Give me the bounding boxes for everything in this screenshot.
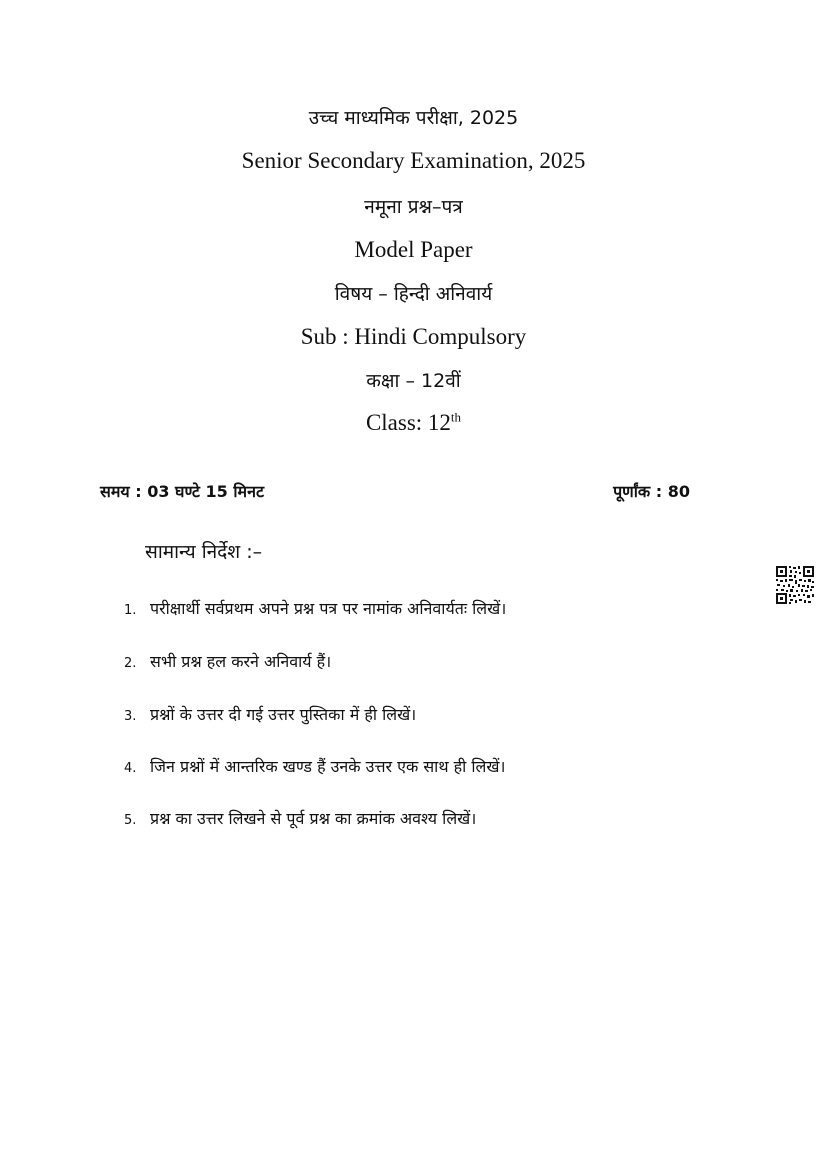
instruction-text: प्रश्नों के उत्तर दी गई उत्तर पुस्तिका में ही लिखें। (150, 705, 417, 724)
class-english-suffix: th (450, 409, 462, 425)
qr-code-icon (775, 565, 815, 605)
instruction-item (124, 597, 506, 619)
instruction-item (124, 650, 331, 672)
instructions-title: सामान्य निर्देश :– (145, 541, 263, 563)
subject-hindi: विषय – हिन्दी अनिवार्य (334, 283, 493, 305)
instruction-number: 1. (124, 603, 137, 618)
exam-title-english: Senior Secondary Examination, 2025 (241, 148, 586, 173)
class-hindi: कक्षा – 12वीं (366, 370, 461, 392)
exam-title-hindi: उच्च माध्यमिक परीक्षा, 2025 (308, 107, 519, 129)
time-allowed: समय : 03 घण्टे 15 मिनट (100, 482, 265, 501)
instruction-number: 3. (124, 709, 137, 724)
instruction-text: जिन प्रश्नों में आन्तरिक खण्ड हैं उनके उत्तर एक साथ ही लिखें। (150, 757, 506, 776)
paper-type-english: Model Paper (354, 237, 473, 262)
instruction-text: परीक्षार्थी सर्वप्रथम अपने प्रश्न पत्र पर नामांक अनिवार्यतः लिखें। (150, 599, 507, 618)
instruction-number: 5. (124, 813, 137, 828)
instruction-number: 2. (124, 656, 137, 671)
paper-type-hindi: नमूना प्रश्न–पत्र (364, 196, 463, 218)
instruction-item (124, 807, 476, 829)
class-english (0, 410, 827, 436)
class-english-label: Class: 12 (365, 410, 451, 435)
instruction-text: प्रश्न का उत्तर लिखने से पूर्व प्रश्न का क्रमांक अवश्य लिखें। (150, 809, 477, 828)
instruction-number: 4. (124, 761, 137, 776)
max-marks: पूर्णांक : 80 (613, 482, 690, 501)
instruction-item (124, 755, 506, 777)
subject-english: Sub : Hindi Compulsory (300, 324, 527, 349)
instruction-item (124, 703, 416, 725)
instruction-text: सभी प्रश्न हल करने अनिवार्य हैं। (150, 652, 332, 671)
